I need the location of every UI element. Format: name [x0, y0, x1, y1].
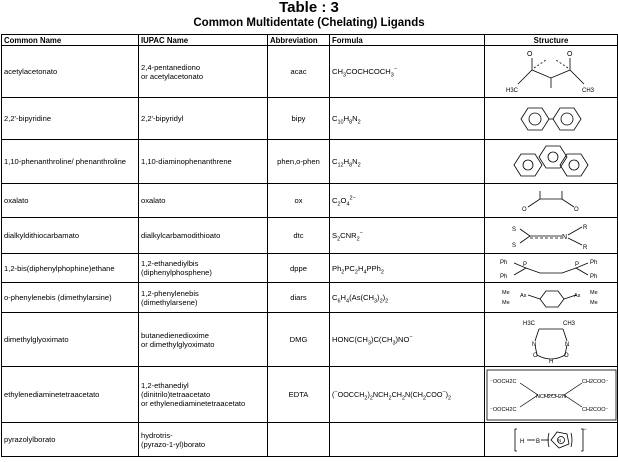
structure-dtc — [485, 218, 618, 254]
svg-text:Ph: Ph — [590, 274, 598, 280]
common-name-cell: oxalato — [2, 184, 139, 218]
common-name-cell: 2,2'-bipyridine — [2, 98, 139, 140]
formula-cell: $C_6H_4(As(CH_3)_2)_2$ — [330, 283, 485, 313]
svg-text:H: H — [520, 438, 525, 445]
abbreviation-cell: acac — [268, 46, 330, 98]
formula-cell: $Ph_2PC_2H_4PPh_2$ — [330, 254, 485, 283]
svg-text:O: O — [574, 206, 579, 213]
svg-text:H3C: H3C — [523, 320, 536, 327]
abbreviation-cell: EDTA — [268, 367, 330, 423]
bipy-structure-drawing — [511, 104, 591, 134]
ligands-table — [1, 34, 618, 457]
table-row — [2, 423, 618, 457]
svg-text:CH3: CH3 — [563, 320, 576, 327]
iupac-name-cell: butanedienedioxime or dimethylglyoximato — [139, 313, 268, 367]
common-name-cell: acetylacetonato — [2, 46, 139, 98]
iupac-name-cell: oxalato — [139, 184, 268, 218]
header-iupac-name: IUPAC Name — [139, 35, 268, 46]
formula-cell: $HONC(CH_3)C(CH_3)NO^-$ — [330, 313, 485, 367]
svg-text:Me: Me — [502, 289, 510, 296]
svg-text:Me: Me — [590, 299, 598, 306]
svg-text:As: As — [520, 292, 527, 299]
structure-ox — [485, 184, 618, 218]
iupac-name-cell: 2,2'-bipyridyl — [139, 98, 268, 140]
svg-text:⁻OOCH2C: ⁻OOCH2C — [489, 406, 516, 413]
iupac-name-cell: 1,2-phenylenebis (dimethylarsene) — [139, 283, 268, 313]
svg-text:CH2COO⁻: CH2COO⁻ — [581, 406, 608, 413]
svg-text:N: N — [532, 341, 537, 348]
common-name-cell: dimethylglyoximato — [2, 313, 139, 367]
phen-structure-drawing — [506, 143, 596, 181]
abbreviation-cell: DMG — [268, 313, 330, 367]
structure-diars — [485, 283, 618, 313]
formula-cell — [330, 423, 485, 457]
common-name-cell: pyrazolylborato — [2, 423, 139, 457]
header-structure: Structure — [485, 35, 618, 46]
table-title: Table : 3 — [279, 0, 339, 16]
svg-text:N: N — [562, 233, 568, 241]
abbreviation-cell: dppe — [268, 254, 330, 283]
header-abbreviation: Abbreviation — [268, 35, 330, 46]
svg-text:O: O — [564, 352, 569, 359]
structure-bipy — [485, 98, 618, 140]
header-row — [2, 35, 618, 46]
svg-text:O: O — [567, 50, 573, 58]
svg-text:N: N — [558, 437, 562, 443]
dtc-structure-drawing — [506, 221, 596, 251]
structure-acac — [485, 46, 618, 98]
common-name-cell: 1,2-bis(diphenylphophine)ethane — [2, 254, 139, 283]
common-name-cell: 1,10-phenanthroline/ phenanthroline — [2, 140, 139, 184]
abbreviation-cell — [268, 423, 330, 457]
svg-text:CH2COO⁻: CH2COO⁻ — [581, 378, 608, 385]
structure-dmg — [485, 313, 618, 367]
formula-cell: $C_{10}H_8N_2$ — [330, 98, 485, 140]
table-row — [2, 184, 618, 218]
svg-text:CH3: CH3 — [582, 87, 595, 94]
common-name-cell: dialkyldithiocarbamato — [2, 218, 139, 254]
svg-text:S: S — [512, 242, 517, 249]
svg-text:NCH2CH2N: NCH2CH2N — [535, 393, 566, 400]
common-name-cell: ethylenediaminetetraacetato — [2, 367, 139, 423]
formula-cell: $C_{12}H_8N_2$ — [330, 140, 485, 184]
formula-cell: $C_2O_4^{2-}$ — [330, 184, 485, 218]
common-name-cell: o-phenylenebis (dimethylarsine) — [2, 283, 139, 313]
diars-structure-drawing — [496, 285, 606, 311]
svg-text:H3C: H3C — [506, 87, 519, 94]
abbreviation-cell: phen,o-phen — [268, 140, 330, 184]
svg-text:As: As — [574, 292, 581, 299]
iupac-name-cell: 2,4-pentanediono or acetylacetonato — [139, 46, 268, 98]
abbreviation-cell: diars — [268, 283, 330, 313]
svg-text:N: N — [565, 341, 570, 348]
svg-text:Me: Me — [502, 299, 510, 306]
formula-cell: $CH_3COCHCOCH_3^-$ — [330, 46, 485, 98]
table-row — [2, 283, 618, 313]
svg-text:O: O — [527, 50, 533, 58]
table-row — [2, 218, 618, 254]
svg-text:Ph: Ph — [500, 260, 508, 266]
structure-phen — [485, 140, 618, 184]
header-common-name: Common Name — [2, 35, 139, 46]
svg-text:R: R — [583, 224, 588, 231]
svg-text:O: O — [533, 352, 538, 359]
table-row — [2, 140, 618, 184]
svg-text:S: S — [512, 226, 517, 233]
svg-text:B: B — [536, 438, 541, 445]
dmg-structure-drawing — [511, 315, 591, 365]
abbreviation-cell: ox — [268, 184, 330, 218]
structure-pyrazolylborate — [485, 423, 618, 457]
iupac-name-cell: 1,10-diaminophenanthrene — [139, 140, 268, 184]
table-row — [2, 254, 618, 283]
structure-dppe — [485, 254, 618, 283]
table-row — [2, 367, 618, 423]
table-row — [2, 46, 618, 98]
svg-text:O: O — [522, 206, 527, 213]
structure-edta — [485, 367, 618, 423]
svg-text:−: − — [583, 426, 587, 433]
edta-structure-drawing — [486, 369, 617, 421]
iupac-name-cell: hydrotris- (pyrazo-1-yl)borato — [139, 423, 268, 457]
acac-structure-drawing — [496, 48, 606, 96]
iupac-name-cell: 1,2-ethanediylbis (diphenylphosphene) — [139, 254, 268, 283]
svg-text:P: P — [575, 262, 580, 268]
svg-text:⁻OOCH2C: ⁻OOCH2C — [489, 378, 516, 385]
abbreviation-cell: bipy — [268, 98, 330, 140]
table-row — [2, 98, 618, 140]
iupac-name-cell: dialkylcarbamodithioato — [139, 218, 268, 254]
header-formula: Formula — [330, 35, 485, 46]
pyrazolylborate-structure-drawing — [511, 425, 591, 455]
iupac-name-cell: 1,2-ethanediyl (dinitrilo)tetraacetato or ethylenediaminetetraacetato — [139, 367, 268, 423]
svg-text:R: R — [583, 244, 588, 251]
formula-cell: $S_2CNR_2^-$ — [330, 218, 485, 254]
formula-cell: $(^-OOCCH_2)_2NCH_2CH_2N(CH_2COO^-)_2$ — [330, 367, 485, 423]
dppe-structure-drawing — [496, 255, 606, 281]
svg-text:Ph: Ph — [500, 274, 508, 280]
svg-text:Ph: Ph — [590, 260, 598, 266]
table-subtitle: Common Multidentate (Chelating) Ligands — [193, 17, 425, 29]
svg-text:P: P — [523, 262, 528, 268]
table-row — [2, 313, 618, 367]
svg-text:H: H — [549, 358, 554, 365]
abbreviation-cell: dtc — [268, 218, 330, 254]
ox-structure-drawing — [516, 187, 586, 215]
svg-text:Me: Me — [590, 289, 598, 296]
